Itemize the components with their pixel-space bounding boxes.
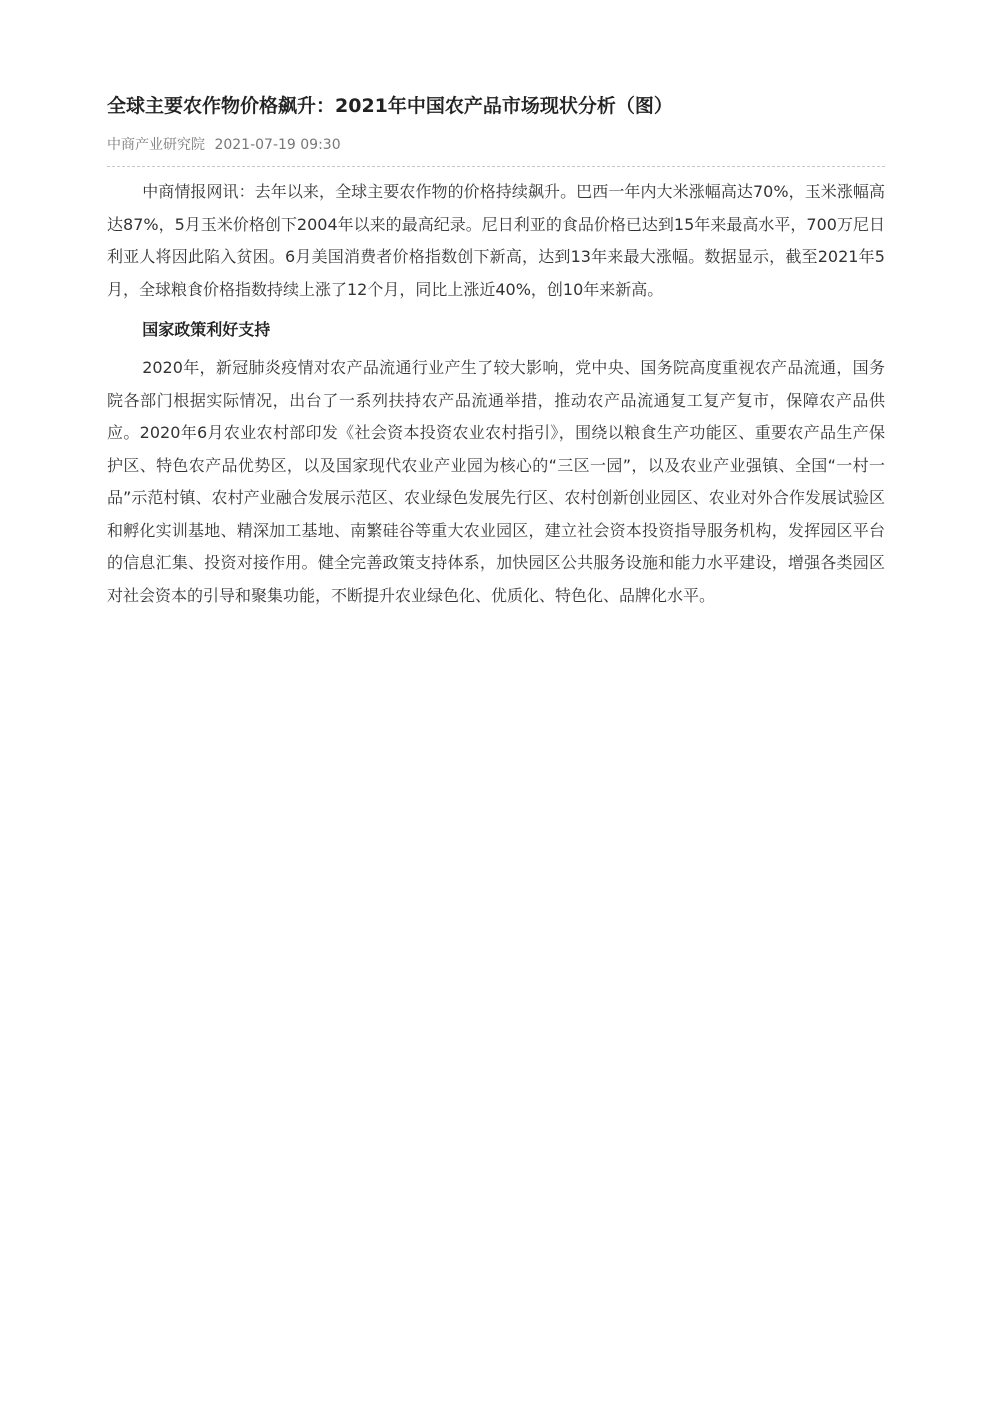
article-body xyxy=(107,176,885,620)
article-paragraph-2: 2020年，新冠肺炎疫情对农产品流通行业产生了较大影响，党中央、国务院高度重视农产品流通，国务院各部门根据实际情况，出台了一系列扶持农产品流通举措，推动农产品流通复工复产复市，保障农产品供应。2020年6月农业农村部印发《社会资本投资农业农村指引》，围绕以粮食生产功能区、重要农产品生产保护区、特色农产品优势区，以及国家现代农业产业园为核心的“三区一园”，以及农业产业强镇、全国“一村一品”示范村镇、农村产业融合发展示范区、农业绿色发展先行区、农村创新创业园区、农业对外合作发展试验区和孵化实训基地、精深加工基地、南繁硅谷等重大农业园区，建立社会资本投资指导服务机构，发挥园区平台的信息汇集、投资对接作用。健全完善政策支持体系，加快园区公共服务设施和能力水平建设，增强各类园区对社会资本的引导和聚集功能，不断提升农业绿色化、优质化、特色化、品牌化水平。 xyxy=(107,358,885,605)
article-meta xyxy=(107,135,341,155)
title-divider xyxy=(107,166,885,167)
article-datetime: 2021-07-19 09:30 xyxy=(214,137,341,153)
section-heading: 国家政策利好支持 xyxy=(142,320,271,339)
article-paragraph-1: 中商情报网讯：去年以来，全球主要农作物的价格持续飙升。巴西一年内大米涨幅高达70%，玉米涨幅高达87%，5月玉米价格创下2004年以来的最高纪录。尼日利亚的食品价格已达到15年来最高水平，700万尼日利亚人将因此陷入贫困。6月美国消费者价格指数创下新高，达到13年来最大涨幅。数据显示，截至2021年5月，全球粮食价格指数持续上涨了12个月，同比上涨近40%，创10年来新高。 xyxy=(107,182,885,299)
article-source: 中商产业研究院 xyxy=(107,137,205,153)
article-title: 全球主要农作物价格飙升：2021年中国农产品市场现状分析（图） xyxy=(107,95,673,117)
